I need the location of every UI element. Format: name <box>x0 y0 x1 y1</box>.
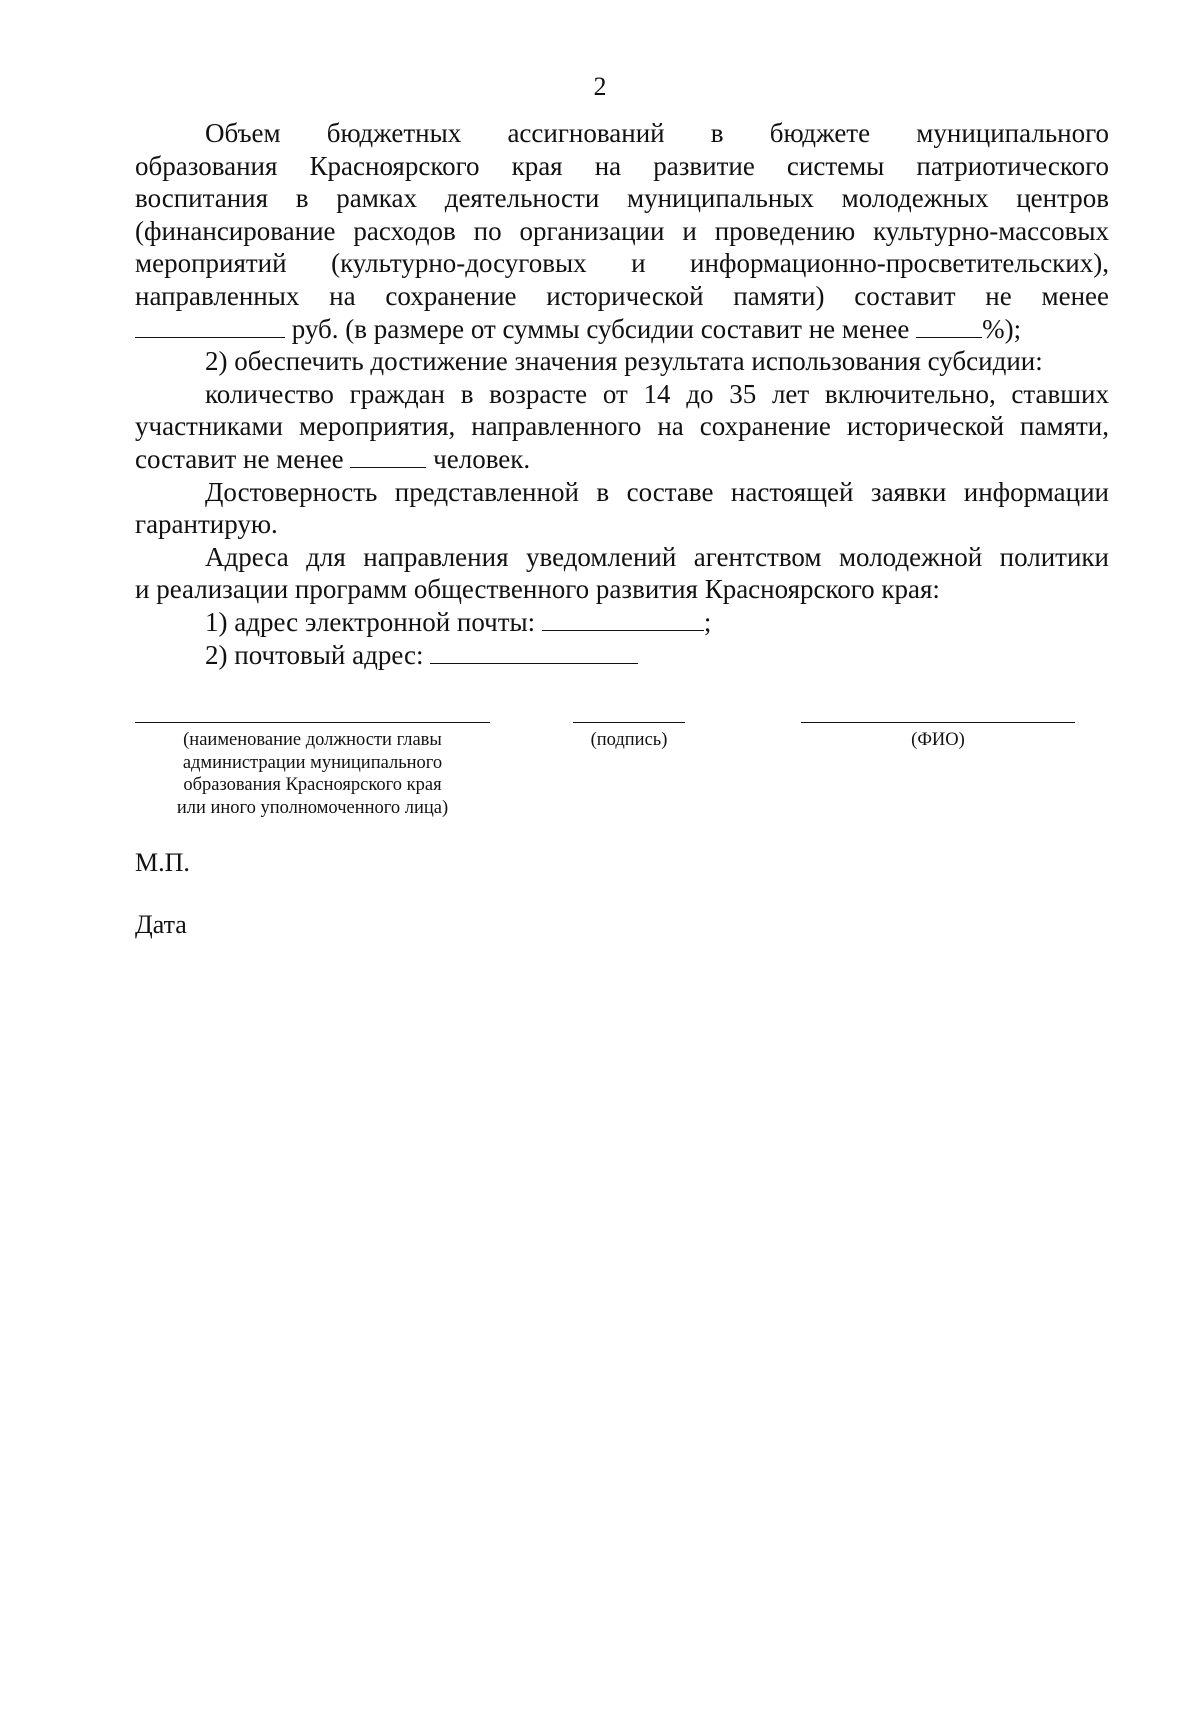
budget-paragraph <box>135 117 1109 345</box>
percent-text: %); <box>982 313 1022 344</box>
position-line[interactable] <box>135 722 490 723</box>
people-count-blank[interactable] <box>350 445 426 468</box>
fio-line[interactable] <box>801 722 1075 723</box>
quantity-line-1: количество граждан в возрасте от 14 до 35 лет включительно, ставших <box>205 378 1109 409</box>
email-suffix: ; <box>703 606 712 637</box>
quantity-paragraph <box>135 378 1109 476</box>
quantity-line-2: участниками мероприятия, направленного на сохранение исторической памяти, <box>135 411 1109 442</box>
position-caption-2: администрации муниципального <box>182 752 443 773</box>
signature-caption: (подпись) <box>590 730 668 750</box>
fio-block <box>801 722 1075 752</box>
percent-blank[interactable] <box>916 315 982 338</box>
email-label: 1) адрес электронной почты: <box>205 606 542 637</box>
budget-line-4: (финансирование расходов по организации и проведению культурно-массовых <box>135 215 1109 246</box>
position-caption-1: (наименование должности главы <box>183 730 442 750</box>
email-blank[interactable] <box>542 608 704 631</box>
budget-line-6: направленных на сохранение исторической памяти) составит не менее <box>135 280 1109 311</box>
position-caption-4: или иного уполномоченного лица) <box>176 797 449 818</box>
budget-line-7 <box>135 313 1109 346</box>
rub-text: руб. (в размере от суммы субсидии составит не менее <box>285 313 917 344</box>
quantity-suffix: человек. <box>426 443 531 474</box>
position-caption-3: образования Красноярского края <box>183 775 442 795</box>
document-body <box>135 117 1109 671</box>
reliability-line-1: Достоверность представленной в составе настоящей заявки информации <box>205 476 1109 507</box>
quantity-prefix: составит не менее <box>135 443 351 474</box>
addresses-line-2: и реализации программ общественного развития Красноярского края: <box>135 574 940 605</box>
budget-line-3: воспитания в рамках деятельности муниципальных молодежных центров <box>135 183 1109 214</box>
budget-line-1: Объем бюджетных ассигнований в бюджете муниципального <box>205 118 1109 148</box>
budget-line-2: образования Красноярского края на развитие системы патриотического <box>135 150 1109 181</box>
quantity-line-3 <box>135 443 1109 476</box>
postal-label: 2) почтовый адрес: <box>205 639 431 670</box>
fio-caption: (ФИО) <box>911 730 965 750</box>
signature-row <box>135 722 1075 832</box>
email-line <box>135 606 1109 639</box>
addresses-paragraph <box>135 541 1109 671</box>
item-2-text: 2) обеспечить достижение значения результата использования субсидии: <box>205 346 1043 377</box>
rub-amount-blank[interactable] <box>135 315 285 338</box>
reliability-line-2: гарантирую. <box>135 509 278 540</box>
postal-blank[interactable] <box>430 641 638 664</box>
budget-line-5: мероприятий (культурно-досуговых и информационно-просветительских), <box>135 248 1109 279</box>
addresses-line-1: Адреса для направления уведомлений агентством молодежной политики <box>205 541 1109 572</box>
signature-block <box>573 722 685 752</box>
page-number: 2 <box>593 72 607 101</box>
signature-line[interactable] <box>573 722 685 723</box>
item-2-paragraph <box>135 345 1109 378</box>
reliability-paragraph <box>135 476 1109 541</box>
postal-line <box>135 639 1109 672</box>
position-block <box>135 722 490 819</box>
stamp-label: М.П. <box>135 848 190 877</box>
date-label: Дата <box>135 910 187 939</box>
